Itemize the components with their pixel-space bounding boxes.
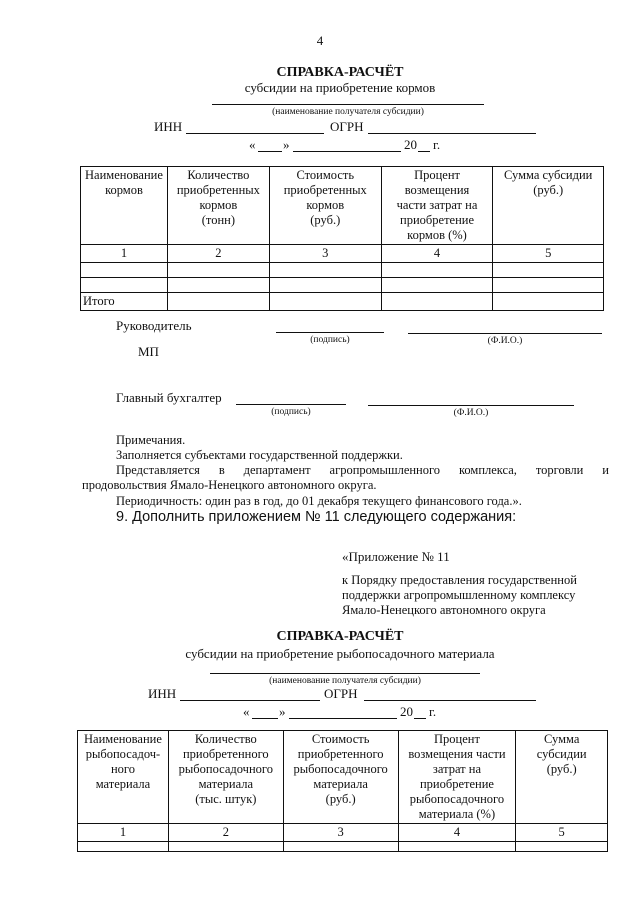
- table-cell[interactable]: [398, 842, 516, 852]
- form1-colnum: 2: [167, 245, 269, 263]
- form1-colnum: 4: [381, 245, 493, 263]
- form1-inn-field[interactable]: [186, 133, 324, 134]
- form1-ogrn-field[interactable]: [368, 133, 536, 134]
- form2-colnum: 4: [398, 824, 516, 842]
- form2-year-prefix: 20: [400, 704, 413, 719]
- table-cell[interactable]: [381, 293, 493, 311]
- form1-title: СПРАВКА-РАСЧЁТ: [276, 65, 404, 80]
- appendix-line1: к Порядку предоставления государственной: [342, 573, 577, 587]
- notes-word: департамент: [243, 463, 311, 477]
- form2-year-field[interactable]: [414, 718, 426, 719]
- table-cell[interactable]: [78, 842, 169, 852]
- form1-date-open-quote: «: [249, 137, 256, 152]
- notes-line1: Заполняется субъектами государственной поддержки.: [116, 448, 403, 462]
- form1-header-percent: Процент возмещения части затрат на приобретение кормов (%): [381, 167, 493, 245]
- table-cell[interactable]: [81, 263, 168, 278]
- table-cell[interactable]: [167, 278, 269, 293]
- form2-ogrn-field[interactable]: [364, 700, 536, 701]
- page-number: 4: [316, 33, 324, 48]
- form2-inn-label: ИНН: [148, 686, 177, 701]
- table-cell[interactable]: [381, 263, 493, 278]
- accountant-signature-field[interactable]: [236, 404, 346, 405]
- accountant-fio-caption: (Ф.И.О.): [453, 408, 489, 418]
- form2-year-suffix: г.: [429, 704, 437, 719]
- form2-table: [77, 730, 608, 852]
- form2-colnum: 3: [283, 824, 398, 842]
- form1-recipient-caption: (наименование получателя субсидии): [272, 107, 424, 117]
- form1-header-quantity: Количество приобретенных кормов (тонн): [167, 167, 269, 245]
- table-cell[interactable]: [493, 293, 604, 311]
- form1-year-suffix: г.: [433, 137, 441, 152]
- stamp-label: МП: [138, 344, 159, 359]
- form1-total-label: Итого: [81, 293, 168, 311]
- table-cell[interactable]: [493, 263, 604, 278]
- table-cell[interactable]: [283, 842, 398, 852]
- amendment-text: 9. Дополнить приложением № 11 следующего содержания:: [116, 509, 517, 525]
- form2-date-open-quote: «: [243, 704, 250, 719]
- form2-subtitle: субсидии на приобретение рыбопосадочного материала: [185, 646, 495, 661]
- head-signature-field[interactable]: [276, 332, 384, 333]
- form1-year-prefix: 20: [404, 137, 417, 152]
- form2-colnum: 1: [78, 824, 169, 842]
- form1-header-subsidy: Сумма субсидии (руб.): [493, 167, 604, 245]
- form2-title: СПРАВКА-РАСЧЁТ: [276, 629, 404, 644]
- table-cell[interactable]: [493, 278, 604, 293]
- form1-inn-label: ИНН: [154, 119, 183, 134]
- notes-word: агропромышленного: [329, 463, 441, 477]
- accountant-fio-field[interactable]: [368, 405, 574, 406]
- form1-colnum: 5: [493, 245, 604, 263]
- table-cell[interactable]: [269, 278, 381, 293]
- head-fio-caption: (Ф.И.О.): [487, 336, 523, 346]
- notes-word: торговли: [535, 463, 584, 477]
- table-row: [81, 263, 604, 278]
- accountant-signature-caption: (подпись): [271, 407, 311, 417]
- table-row: [78, 842, 608, 852]
- form2-header-quantity: Количество приобретенного рыбопосадочного материала (тыс. штук): [168, 731, 283, 824]
- form2-recipient-caption: (наименование получателя субсидии): [269, 676, 421, 686]
- form1-header-name: Наименование кормов: [81, 167, 168, 245]
- form1-day-field[interactable]: [258, 151, 282, 152]
- head-fio-field[interactable]: [408, 333, 602, 334]
- notes-word: Представляется: [116, 463, 200, 477]
- table-row: [81, 293, 604, 311]
- form2-month-field[interactable]: [289, 718, 397, 719]
- appendix-line2: поддержки агропромышленному комплексу: [342, 588, 576, 602]
- form1-subtitle: субсидии на приобретение кормов: [244, 80, 436, 95]
- table-cell[interactable]: [167, 263, 269, 278]
- table-cell[interactable]: [381, 278, 493, 293]
- notes-line3: Периодичность: один раз в год, до 01 декабря текущего финансового года.».: [116, 494, 522, 508]
- form2-header-subsidy: Сумма субсидии (руб.): [516, 731, 608, 824]
- notes-line2-cont: продовольствия Ямало-Ненецкого автономного округа.: [82, 478, 377, 492]
- accountant-label: Главный бухгалтер: [116, 390, 222, 405]
- form1-colnum: 1: [81, 245, 168, 263]
- appendix-line3: Ямало-Ненецкого автономного округа: [342, 603, 546, 617]
- form2-colnum: 2: [168, 824, 283, 842]
- notes-word: и: [602, 463, 609, 477]
- form1-recipient-line[interactable]: [212, 104, 484, 105]
- form1-ogrn-label: ОГРН: [330, 119, 364, 134]
- form2-colnum: 5: [516, 824, 608, 842]
- form2-inn-field[interactable]: [180, 700, 320, 701]
- form2-header-cost: Стоимость приобретенного рыбопосадочного материала (руб.): [283, 731, 398, 824]
- table-row: [81, 278, 604, 293]
- head-label: Руководитель: [116, 318, 192, 333]
- form2-date-close-quote: »: [279, 704, 286, 719]
- notes-word: в: [218, 463, 225, 477]
- form2-header-percent: Процент возмещения части затрат на приобретение рыбопосадочного материала (%): [398, 731, 516, 824]
- table-cell[interactable]: [81, 278, 168, 293]
- form1-year-field[interactable]: [418, 151, 430, 152]
- appendix-title: «Приложение № 11: [342, 549, 450, 564]
- notes-heading: Примечания.: [116, 433, 186, 447]
- table-cell[interactable]: [269, 263, 381, 278]
- form2-recipient-line[interactable]: [210, 673, 480, 674]
- form1-table: [80, 166, 604, 311]
- form1-date-close-quote: »: [283, 137, 290, 152]
- form2-ogrn-label: ОГРН: [324, 686, 358, 701]
- table-cell[interactable]: [168, 842, 283, 852]
- form1-colnum: 3: [269, 245, 381, 263]
- notes-word: комплекса,: [458, 463, 517, 477]
- notes-line2: [116, 463, 609, 478]
- form1-header-cost: Стоимость приобретенных кормов (руб.): [269, 167, 381, 245]
- table-cell[interactable]: [167, 293, 269, 311]
- form2-day-field[interactable]: [252, 718, 278, 719]
- table-cell[interactable]: [516, 842, 608, 852]
- form2-header-name: Наименование рыбопосадоч- ного материала: [78, 731, 169, 824]
- form1-month-field[interactable]: [293, 151, 401, 152]
- head-signature-caption: (подпись): [310, 335, 350, 345]
- table-cell[interactable]: [269, 293, 381, 311]
